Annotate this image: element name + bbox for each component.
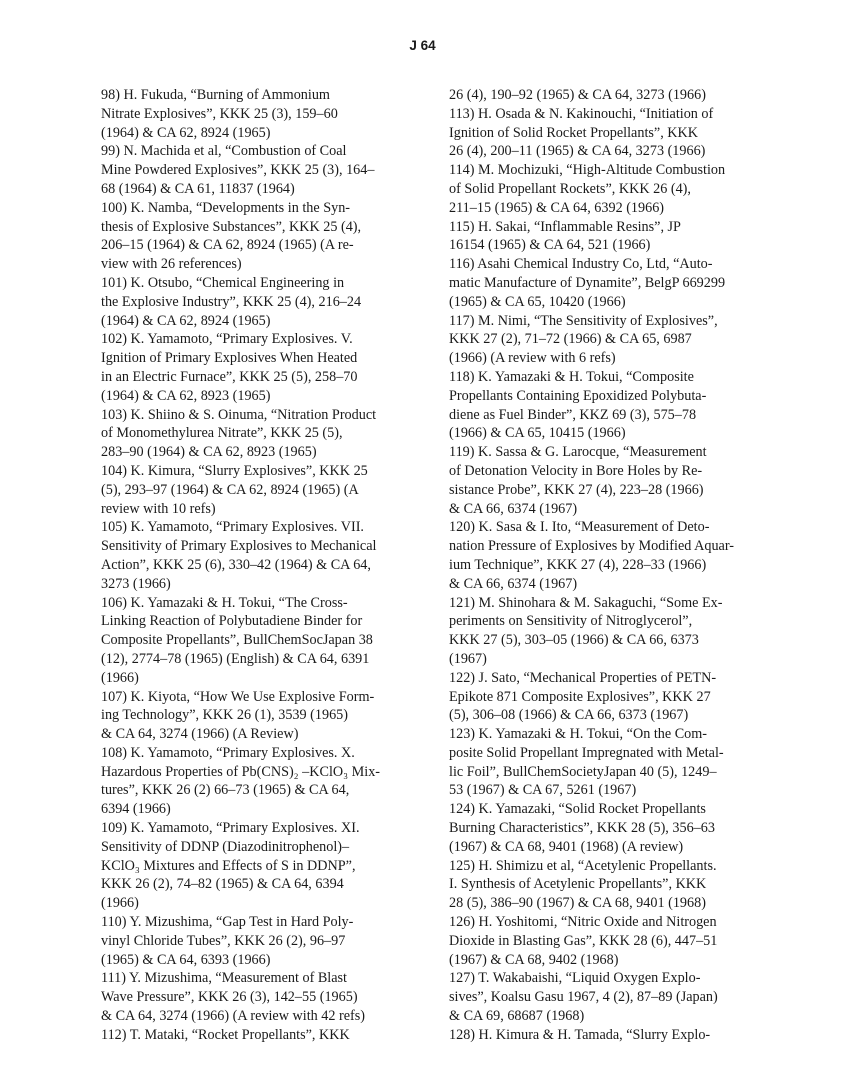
text-line: (12), 2774–78 (1965) (English) & CA 64, 6391 (101, 650, 370, 667)
text-line: periments on Sensitivity of Nitroglycerol”, (449, 613, 693, 630)
text-line: KKK 27 (5), 303–05 (1966) & CA 66, 6373 (449, 632, 699, 649)
text-line: 106) K. Yamazaki & H. Tokui, “The Cross- (101, 594, 348, 611)
text-line: & CA 66, 6374 (1967) (449, 500, 578, 517)
page-header: J 64 (409, 38, 436, 53)
text-line: 16154 (1965) & CA 64, 521 (1966) (449, 237, 651, 254)
text-line: 104) K. Kimura, “Slurry Explosives”, KKK 25 (101, 462, 368, 479)
text-line: (1965) & CA 64, 6393 (1966) (101, 951, 271, 968)
text-line: Dioxide in Blasting Gas”, KKK 28 (6), 447–51 (449, 932, 718, 949)
text-line: 125) H. Shimizu et al, “Acetylenic Propellants. (449, 857, 717, 874)
text-line: Ignition of Solid Rocket Propellants”, KKK (449, 124, 699, 141)
text-line: Linking Reaction of Polybutadiene Binder for (101, 613, 363, 630)
text-line: 98) H. Fukuda, “Burning of Ammonium (101, 87, 330, 103)
text-line: of Detonation Velocity in Bore Holes by Re- (449, 462, 703, 479)
text-line: 118) K. Yamazaki & H. Tokui, “Composite (449, 368, 694, 385)
text-line: I. Synthesis of Acetylenic Propellants”, KKK (449, 876, 707, 893)
text-line: (1967) & CA 68, 9402 (1968) (449, 951, 619, 968)
text-line: Ignition of Primary Explosives When Heated (101, 350, 358, 367)
text-line: 102) K. Yamamoto, “Primary Explosives. V. (101, 331, 353, 348)
text-line: Burning Characteristics”, KKK 28 (5), 356–63 (449, 820, 715, 837)
text-line: 103) K. Shiino & S. Oinuma, “Nitration Product (101, 406, 377, 423)
text-line: Wave Pressure”, KKK 26 (3), 142–55 (1965) (101, 989, 358, 1006)
text-line: 283–90 (1964) & CA 62, 8923 (1965) (101, 444, 317, 461)
text-line: (1964) & CA 62, 8924 (1965) (101, 124, 271, 141)
text-line: 109) K. Yamamoto, “Primary Explosives. XI. (101, 820, 360, 837)
text-line: 108) K. Yamamoto, “Primary Explosives. X. (101, 744, 355, 761)
right-column (449, 86, 749, 1045)
text-line: KKK 27 (2), 71–72 (1966) & CA 65, 6987 (449, 331, 692, 348)
text-line: Propellants Containing Epoxidized Polybuta- (449, 387, 707, 404)
text-line: & CA 66, 6374 (1967) (449, 575, 578, 592)
text-line: & CA 69, 68687 (1968) (449, 1008, 585, 1025)
text-line: 206–15 (1964) & CA 62, 8924 (1965) (A re- (101, 237, 354, 254)
text-line: 120) K. Sasa & I. Ito, “Measurement of Deto- (449, 519, 710, 536)
text-line: (5), 293–97 (1964) & CA 62, 8924 (1965) (A (101, 481, 359, 498)
text-line: 124) K. Yamazaki, “Solid Rocket Propellants (449, 801, 706, 818)
text-line: (1966) & CA 65, 10415 (1966) (449, 425, 626, 442)
text-line: Sensitivity of Primary Explosives to Mechanical (101, 538, 377, 555)
text-line: 26 (4), 190–92 (1965) & CA 64, 3273 (1966) (449, 87, 706, 103)
text-line: (1964) & CA 62, 8924 (1965) (101, 312, 271, 329)
text-line: 119) K. Sassa & G. Larocque, “Measurement (449, 444, 707, 461)
text-line: 100) K. Namba, “Developments in the Syn- (101, 199, 351, 216)
text-line: Sensitivity of DDNP (Diazodinitrophenol)– (101, 838, 350, 855)
text-line: Mine Powdered Explosives”, KKK 25 (3), 164– (101, 162, 375, 179)
text-line: (1967) & CA 68, 9401 (1968) (A review) (449, 838, 684, 855)
text-line: & CA 64, 3274 (1966) (A review with 42 refs) (101, 1008, 366, 1025)
text-line: ium Technique”, KKK 27 (4), 228–33 (1966) (449, 556, 707, 573)
text-line: Composite Propellants”, BullChemSocJapan 38 (101, 632, 373, 649)
text-line: 110) Y. Mizushima, “Gap Test in Hard Poly- (101, 914, 354, 931)
text-line: 6394 (1966) (101, 801, 171, 818)
text-line: & CA 64, 3274 (1966) (A Review) (101, 726, 299, 743)
text-line: 211–15 (1965) & CA 64, 6392 (1966) (449, 199, 665, 216)
text-line: 112) T. Mataki, “Rocket Propellants”, KKK (101, 1026, 350, 1043)
text-line: 101) K. Otsubo, “Chemical Engineering in (101, 274, 345, 291)
text-line: 116) Asahi Chemical Industry Co, Ltd, “Auto- (449, 256, 713, 273)
text-line: 127) T. Wakabaishi, “Liquid Oxygen Explo- (449, 970, 701, 987)
text-line: tures”, KKK 26 (2) 66–73 (1965) & CA 64, (101, 782, 350, 799)
text-line: matic Manufacture of Dynamite”, BelgP 669299 (449, 274, 726, 291)
text-line: 99) N. Machida et al, “Combustion of Coal (101, 143, 347, 160)
text-line: of Monomethylurea Nitrate”, KKK 25 (5), (101, 425, 343, 442)
text-line: 126) H. Yoshitomi, “Nitric Oxide and Nitrogen (449, 914, 717, 931)
text-line: of Solid Propellant Rockets”, KKK 26 (4), (449, 180, 691, 197)
text-line: (1964) & CA 62, 8923 (1965) (101, 387, 271, 404)
text-line: diene as Fuel Binder”, KKZ 69 (3), 575–78 (449, 406, 697, 423)
text-line: (1966) (101, 669, 139, 686)
text-line: 28 (5), 386–90 (1967) & CA 68, 9401 (1968) (449, 895, 706, 912)
text-line: 107) K. Kiyota, “How We Use Explosive Form- (101, 688, 375, 705)
text-line: posite Solid Propellant Impregnated with Metal- (449, 744, 724, 761)
text-line: 122) J. Sato, “Mechanical Properties of PETN- (449, 669, 717, 686)
text-line: 68 (1964) & CA 61, 11837 (1964) (101, 180, 295, 197)
text-line: 53 (1967) & CA 67, 5261 (1967) (449, 782, 637, 799)
text-line: vinyl Chloride Tubes”, KKK 26 (2), 96–97 (101, 932, 346, 949)
text-line: (1966) (A review with 6 refs) (449, 350, 616, 367)
text-line: 128) H. Kimura & H. Tamada, “Slurry Explo- (449, 1026, 711, 1043)
text-line: (1966) (101, 895, 139, 912)
text-line: review with 10 refs) (101, 500, 216, 517)
text-line: KKK 26 (2), 74–82 (1965) & CA 64, 6394 (101, 876, 344, 893)
text-line: 115) H. Sakai, “Inflammable Resins”, JP (449, 218, 681, 235)
text-line: 111) Y. Mizushima, “Measurement of Blast (101, 970, 347, 987)
text-line: KClO₃ Mixtures and Effects of S in DDNP”, (101, 857, 356, 874)
text-line: 105) K. Yamamoto, “Primary Explosives. VII. (101, 519, 364, 536)
text-line: thesis of Explosive Substances”, KKK 25 (4), (101, 218, 362, 235)
text-line: 123) K. Yamazaki & H. Tokui, “On the Com- (449, 726, 708, 743)
text-line: 114) M. Mochizuki, “High-Altitude Combustion (449, 162, 726, 179)
left-column (101, 86, 401, 1045)
text-line: nation Pressure of Explosives by Modified Aquar- (449, 538, 734, 555)
text-line: (1965) & CA 65, 10420 (1966) (449, 293, 626, 310)
text-line: Hazardous Properties of Pb(CNS)₂ –KClO₃ Mix- (101, 763, 381, 780)
text-line: 3273 (1966) (101, 575, 171, 592)
text-line: Action”, KKK 25 (6), 330–42 (1964) & CA 64, (101, 556, 371, 573)
text-line: Epikote 871 Composite Explosives”, KKK 27 (449, 688, 711, 705)
text-line: 26 (4), 200–11 (1965) & CA 64, 3273 (1966) (449, 143, 706, 160)
text-line: in an Electric Furnace”, KKK 25 (5), 258–70 (101, 368, 358, 385)
text-line: sives”, Koalsu Gasu 1967, 4 (2), 87–89 (Japan) (449, 989, 718, 1006)
text-line: sistance Probe”, KKK 27 (4), 223–28 (1966) (449, 481, 704, 498)
text-line: 121) M. Shinohara & M. Sakaguchi, “Some Ex- (449, 594, 723, 611)
text-line: the Explosive Industry”, KKK 25 (4), 216–24 (101, 293, 362, 310)
text-line: Nitrate Explosives”, KKK 25 (3), 159–60 (101, 105, 338, 122)
text-line: (5), 306–08 (1966) & CA 66, 6373 (1967) (449, 707, 689, 724)
text-line: ing Technology”, KKK 26 (1), 3539 (1965) (101, 707, 348, 724)
text-line: 117) M. Nimi, “The Sensitivity of Explosives”, (449, 312, 718, 329)
text-line: (1967) (449, 650, 487, 667)
text-line: 113) H. Osada & N. Kakinouchi, “Initiation of (449, 105, 714, 122)
text-line: lic Foil”, BullChemSocietyJapan 40 (5), 1249– (449, 763, 717, 780)
text-line: view with 26 references) (101, 256, 242, 273)
